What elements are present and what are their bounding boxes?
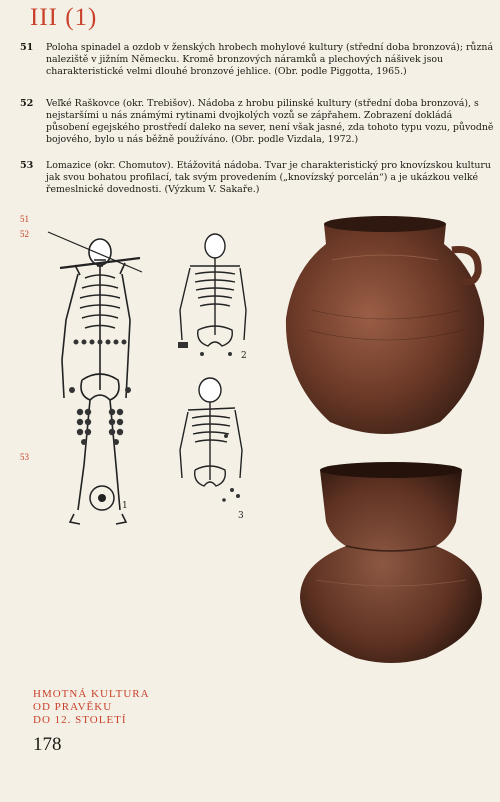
caption-text: Poloha spinadel a ozdob v ženských hrobech mohylové kultury (střední doba bronzová); různá naleziště v jižním Německu. Kromě bronzových náramků a plechových nášivek jsou charakteristické velmi dlouhé bronzové jehlice. (Obr. podle Piggotta, 1965.) xyxy=(46,42,494,77)
small-ornaments-bottom xyxy=(222,434,240,502)
footer-line-3: DO 12. STOLETÍ xyxy=(33,714,127,726)
vessel-52-photo xyxy=(272,210,498,450)
caption-number: 52 xyxy=(20,98,34,109)
skeleton-drawings-figure xyxy=(30,230,270,535)
caption-text: Lomazice (okr. Chomutov). Etážovitá nádoba. Tvar je charakteristický pro knovízskou kulturu jak svou bohatou profilací, tak svým provedením („knovízský porcelán“) a je ukázkou velké řemeslnické dovednosti. (Výzkum V. Sakaře.) xyxy=(46,160,491,195)
raskovce-vessel-illustration xyxy=(272,210,498,450)
page-number: 178 xyxy=(33,734,62,755)
figure-label-1: 1 xyxy=(122,501,128,511)
stepped-vessel-mouth xyxy=(320,462,462,478)
long-bronze-pin xyxy=(48,232,142,272)
skeleton-small-bottom xyxy=(180,378,242,486)
caption-entry-53 xyxy=(20,160,494,196)
footer-line-2: OD PRAVĚKU xyxy=(33,701,113,713)
skeleton-large xyxy=(60,239,140,524)
skeleton-drawings-illustration xyxy=(30,230,270,535)
caption-entry-51 xyxy=(20,42,494,78)
margin-reference-53: 53 xyxy=(20,452,29,462)
caption-entry-52 xyxy=(20,98,494,146)
figure-label-2: 2 xyxy=(241,351,247,361)
skeleton-small-top xyxy=(180,234,246,346)
footer-line-1: HMOTNÁ KULTURA xyxy=(33,688,150,700)
book-footer xyxy=(33,688,150,727)
figure-label-3: 3 xyxy=(238,511,244,521)
caption-number: 51 xyxy=(20,42,34,53)
lomazice-vessel-illustration xyxy=(296,460,486,670)
caption-number: 53 xyxy=(20,160,34,171)
stepped-vessel-body xyxy=(300,465,482,663)
caption-text: Veľké Raškovce (okr. Trebišov). Nádoba z hrobu pilinské kultury (střední doba bronzová), s nejstaršími u nás známými rytinami dvojkolých vozů se zápřahem. Zobrazení dokládá působení egejského prostředí daleko na sever, není však jasné, zda tohoto typu vozu, původně bojového, bylo u nás běžně používáno. (Obr. podle Vizdala, 1972.) xyxy=(46,98,494,145)
section-title: III (1) xyxy=(30,4,98,31)
vessel-53-photo xyxy=(296,460,486,670)
vessel-mouth xyxy=(324,216,446,232)
margin-reference-52: 52 xyxy=(20,229,29,239)
margin-reference-51: 51 xyxy=(20,214,29,224)
